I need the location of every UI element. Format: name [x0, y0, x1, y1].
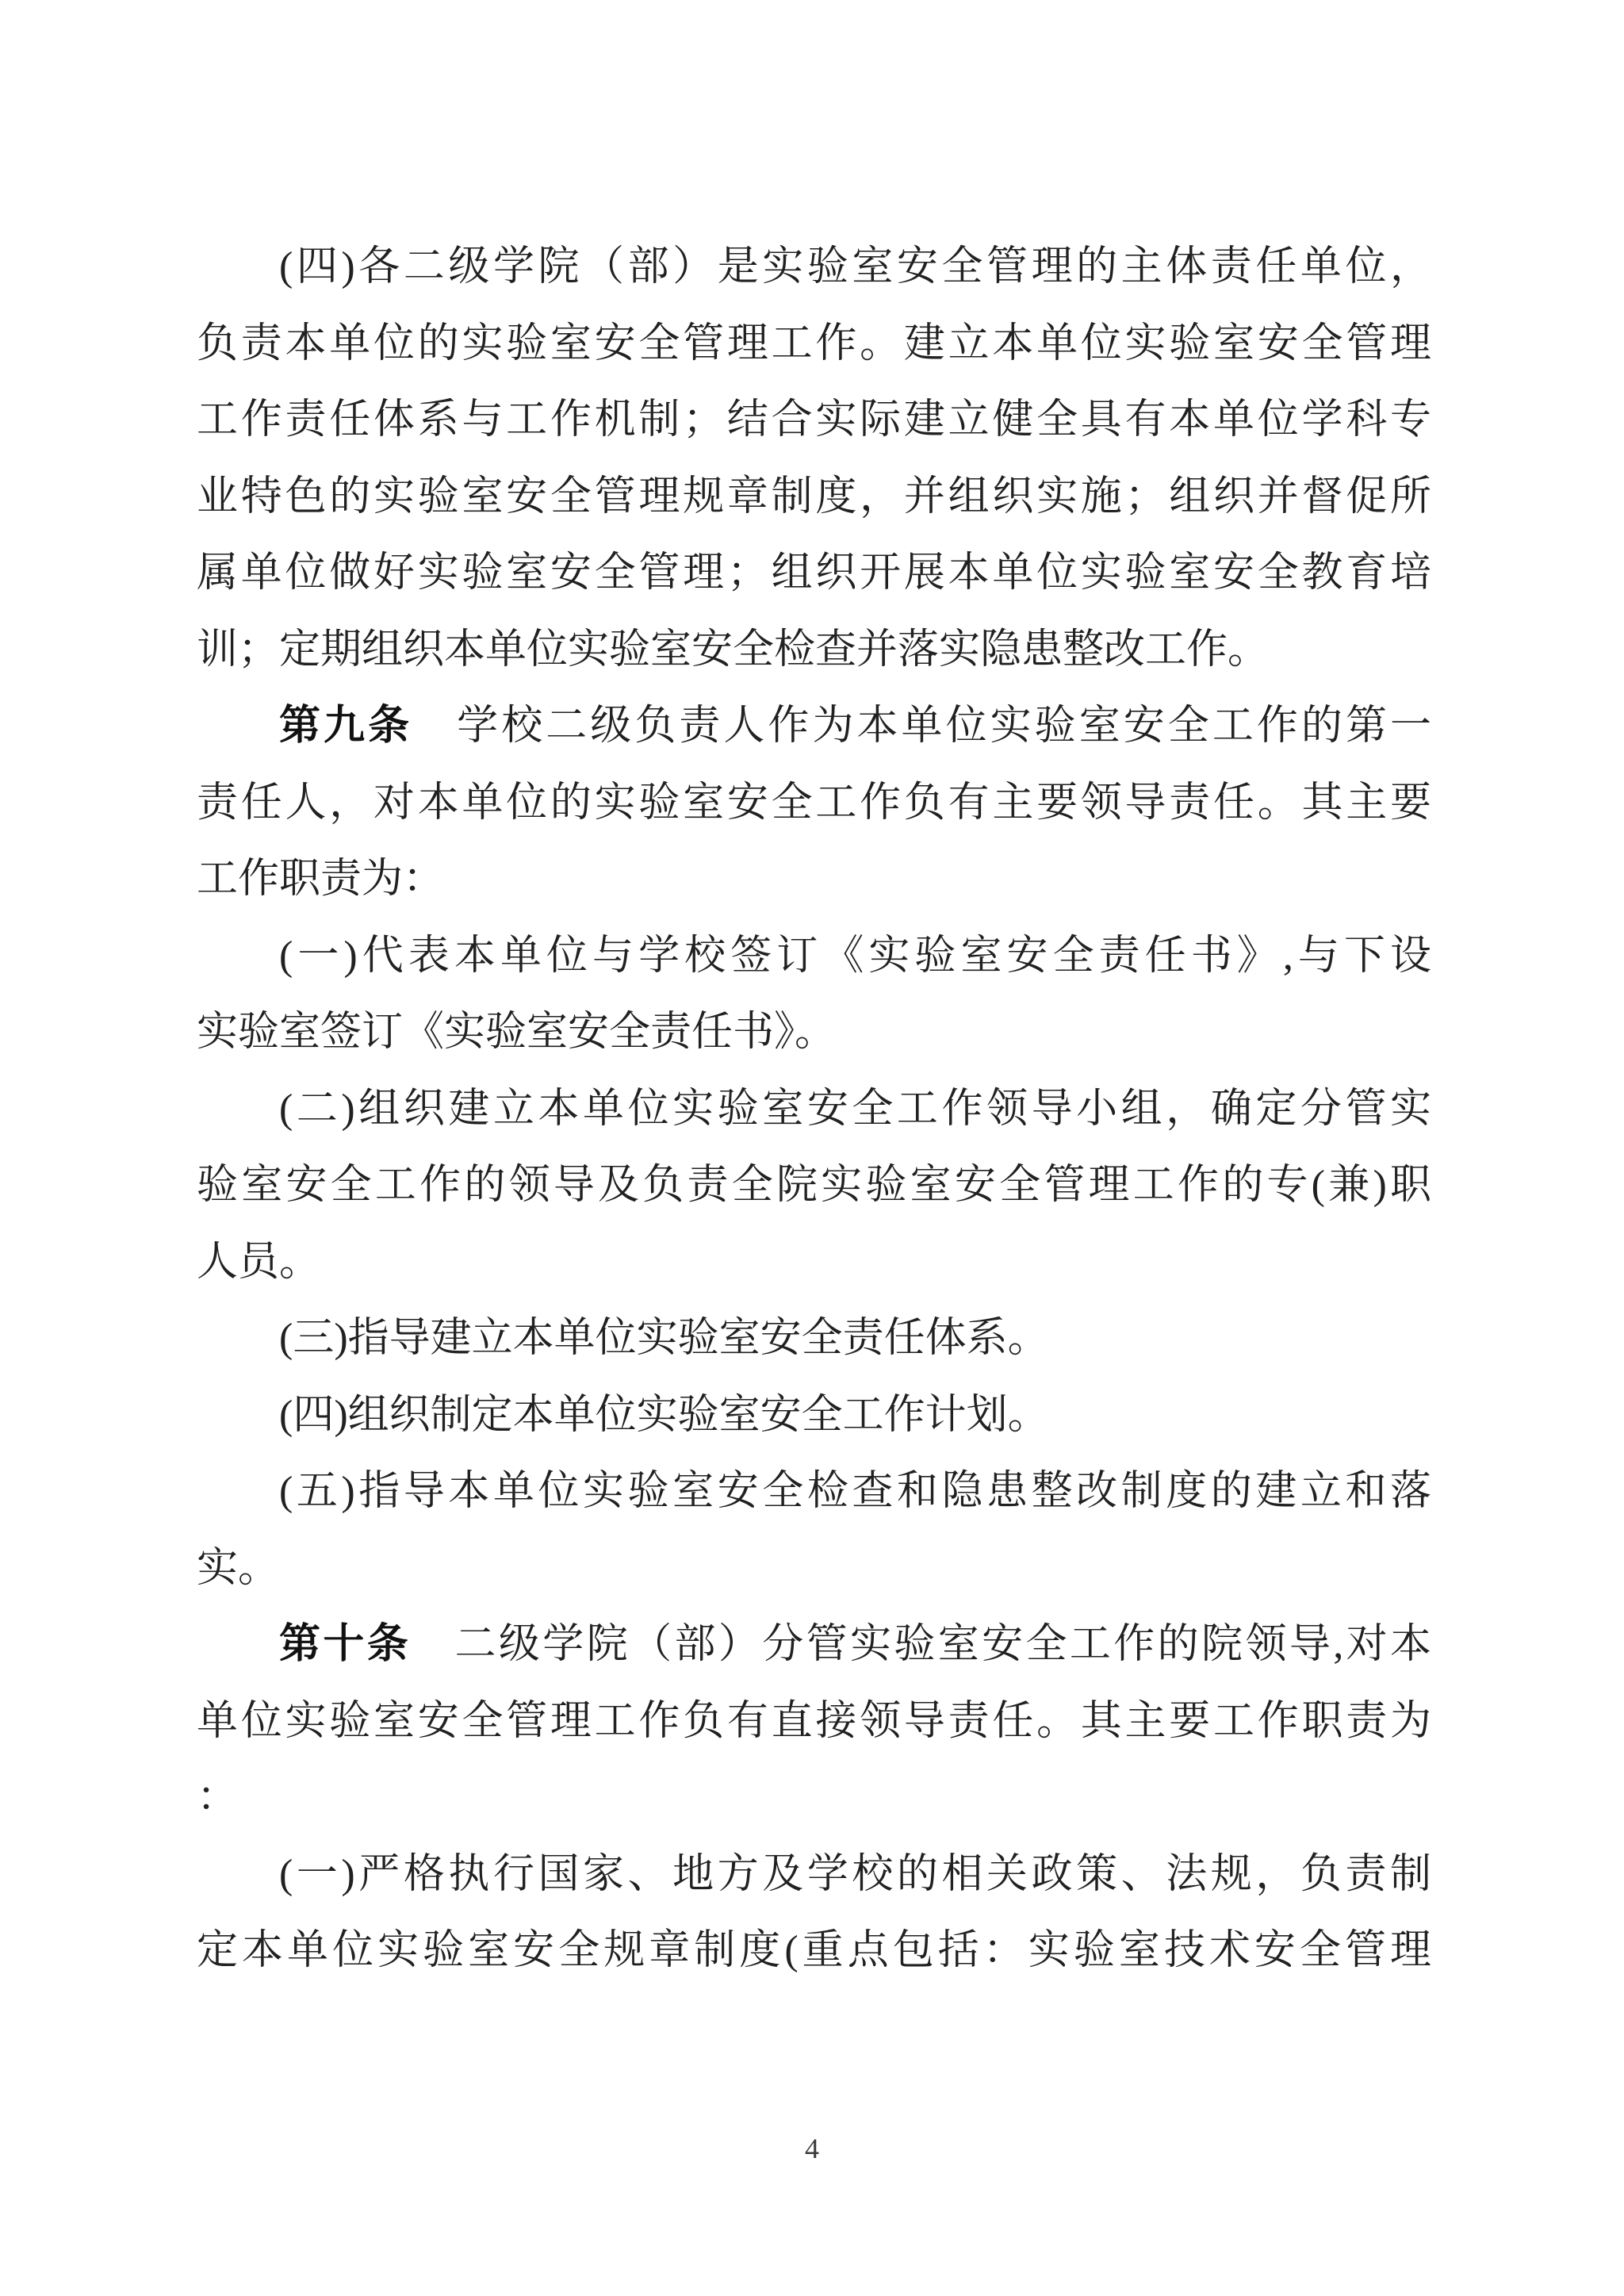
text-line: 实。 — [197, 1545, 280, 1591]
paragraph — [197, 1378, 1431, 1455]
text-line: 定本单位实验室安全规章制度(重点包括：实验室技术安全管理 — [197, 1928, 1431, 1973]
paragraph — [197, 1301, 1431, 1378]
text-line: (五)指导本单位实验室安全检查和隐患整改制度的建立和落 — [279, 1469, 1431, 1514]
text-line: 工作职责为： — [197, 857, 445, 902]
text-line: (三)指导建立本单位实验室安全责任体系。 — [279, 1316, 1049, 1361]
paragraph — [197, 918, 1431, 1071]
text-line: 负责本单位的实验室安全管理工作。建立本单位实验室安全管理 — [197, 320, 1431, 366]
text-line: (一)严格执行国家、地方及学校的相关政策、法规，负责制 — [279, 1851, 1431, 1897]
paragraph — [197, 1454, 1431, 1607]
paragraph — [197, 229, 1431, 688]
text-line: 第九条 学校二级负责人作为本单位实验室安全工作的第一 — [279, 703, 1431, 749]
text-line: 人员。 — [197, 1239, 321, 1285]
paragraph — [197, 1071, 1431, 1301]
text-line: (四)各二级学院（部）是实验室安全管理的主体责任单位， — [279, 244, 1431, 289]
text-line: (一)代表本单位与学校签订《实验室安全责任书》,与下设 — [279, 933, 1431, 979]
page-number: 4 — [805, 2133, 819, 2164]
clause-number: 第九条 — [279, 703, 413, 749]
text-line: (二)组织建立本单位实验室安全工作领导小组，确定分管实 — [279, 1086, 1431, 1132]
text-line: ： — [197, 1775, 239, 1820]
text-line: 工作责任体系与工作机制；结合实际建立健全具有本单位学科专 — [197, 397, 1431, 443]
text-line: 属单位做好实验室安全管理；组织开展本单位实验室安全教育培 — [197, 550, 1431, 596]
clause-number: 第十条 — [279, 1622, 412, 1667]
text-line: 实验室签订《实验室安全责任书》。 — [197, 1010, 837, 1055]
text-block — [197, 229, 1431, 1990]
text-line: 业特色的实验室安全管理规章制度，并组织实施；组织并督促所 — [197, 473, 1431, 519]
paragraph — [197, 688, 1431, 918]
text-line: 验室安全工作的领导及负责全院实验室安全管理工作的专(兼)职 — [197, 1163, 1431, 1208]
text-line: (四)组织制定本单位实验室安全工作计划。 — [279, 1392, 1049, 1438]
paragraph — [197, 1837, 1431, 1990]
paragraph — [197, 1607, 1431, 1837]
text-line: 单位实验室安全管理工作负有直接领导责任。其主要工作职责为 — [197, 1698, 1431, 1744]
text-line: 训；定期组织本单位实验室安全检查并落实隐患整改工作。 — [197, 627, 1270, 673]
text-line: 责任人，对本单位的实验室安全工作负有主要领导责任。其主要 — [197, 780, 1431, 826]
text-line: 第十条 二级学院（部）分管实验室安全工作的院领导,对本 — [279, 1622, 1431, 1667]
